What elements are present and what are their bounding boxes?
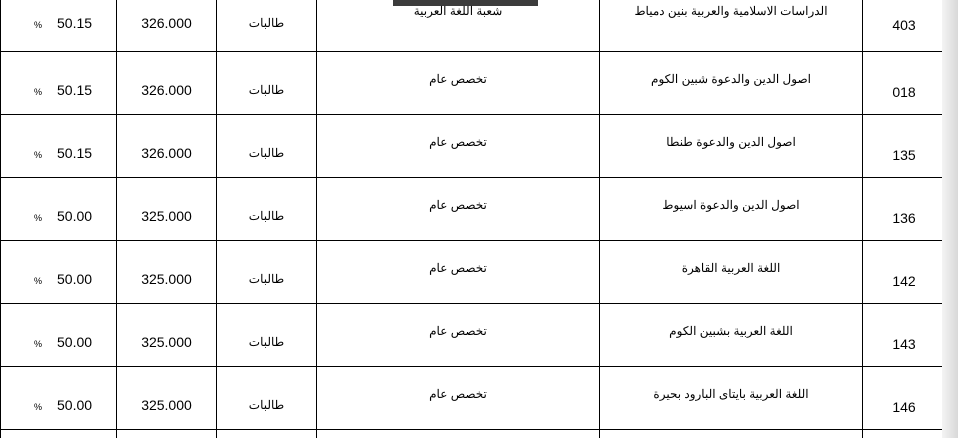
table-row xyxy=(1,304,946,367)
faculty-name: اللغة العربية بشبين الكوم xyxy=(669,324,793,338)
faculty-name: اصول الدين والدعوة طنطا xyxy=(666,135,796,149)
student-type: طالبات xyxy=(248,209,285,223)
faculty-name: اصول الدين والدعوة اسيوط xyxy=(662,198,800,212)
specialization-cell xyxy=(317,115,600,178)
code-cell xyxy=(863,0,946,52)
code-cell xyxy=(863,115,946,178)
specialization: تخصص عام xyxy=(429,387,487,401)
specialization: تخصص عام xyxy=(429,261,487,275)
student-type-cell xyxy=(217,0,317,52)
code-cell xyxy=(863,241,946,304)
percentage-value: 50.15 xyxy=(57,15,93,31)
faculty-code: 146 xyxy=(892,399,916,415)
percent-sign: % xyxy=(34,276,43,286)
specialization-cell xyxy=(317,0,600,52)
faculty-code: 403 xyxy=(892,17,916,33)
specialization-cell xyxy=(317,52,600,115)
window-edge xyxy=(942,0,958,438)
score-value: 325.000 xyxy=(141,271,192,287)
score-cell xyxy=(117,52,217,115)
specialization: تخصص عام xyxy=(429,135,487,149)
table-row xyxy=(1,115,946,178)
faculty-cell xyxy=(600,367,863,430)
percentage-cell xyxy=(1,52,117,115)
student-type-cell xyxy=(217,367,317,430)
score-value: 325.000 xyxy=(141,334,192,350)
score-value: 326.000 xyxy=(141,145,192,161)
percent-sign: % xyxy=(34,87,43,97)
specialization-cell xyxy=(317,241,600,304)
specialization-cell xyxy=(317,367,600,430)
faculty-cell xyxy=(600,0,863,52)
percentage-value: 50.00 xyxy=(57,397,93,413)
student-type-cell xyxy=(217,241,317,304)
code-cell xyxy=(863,52,946,115)
student-type-cell xyxy=(217,430,317,438)
student-type: طالبات xyxy=(248,83,285,97)
percentage-value: 50.00 xyxy=(57,334,93,350)
percentage-value: 50.00 xyxy=(57,208,93,224)
percentage-cell xyxy=(1,241,117,304)
percent-sign: % xyxy=(34,20,43,30)
code-cell xyxy=(863,430,946,438)
faculty-code: 018 xyxy=(892,84,916,100)
specialization: شعبة اللغة العربية xyxy=(413,4,503,18)
score-value: 325.000 xyxy=(141,397,192,413)
percentage-cell xyxy=(1,367,117,430)
percent-sign: % xyxy=(34,213,43,223)
faculty-cell xyxy=(600,115,863,178)
code-cell xyxy=(863,178,946,241)
score-cell xyxy=(117,367,217,430)
code-cell xyxy=(863,367,946,430)
faculty-cell xyxy=(600,241,863,304)
percentage-value: 50.00 xyxy=(57,271,93,287)
faculty-cell xyxy=(600,52,863,115)
faculty-name: اصول الدين والدعوة شبين الكوم xyxy=(651,72,811,86)
specialization: تخصص عام xyxy=(429,324,487,338)
specialization: تخصص عام xyxy=(429,198,487,212)
table-row xyxy=(1,178,946,241)
percentage-value: 50.15 xyxy=(57,82,93,98)
score-value: 325.000 xyxy=(141,208,192,224)
table-row xyxy=(1,0,946,52)
student-type: طالبات xyxy=(248,272,285,286)
faculty-cell xyxy=(600,430,863,438)
student-type-cell xyxy=(217,304,317,367)
table-row xyxy=(1,241,946,304)
student-type-cell xyxy=(217,178,317,241)
specialization-cell xyxy=(317,178,600,241)
faculty-name: اللغة العربية القاهرة xyxy=(681,261,781,275)
table-row xyxy=(1,430,946,438)
score-cell xyxy=(117,430,217,438)
faculty-name: الدراسات الاسلامية والعربية بنين دمياط xyxy=(634,4,828,18)
percent-sign: % xyxy=(34,150,43,160)
faculty-code: 142 xyxy=(892,273,916,289)
code-cell xyxy=(863,304,946,367)
faculty-name: اللغة العربية بايتاى البارود بحيرة xyxy=(653,387,809,401)
student-type-cell xyxy=(217,52,317,115)
table-row xyxy=(1,367,946,430)
score-cell xyxy=(117,115,217,178)
percentage-cell xyxy=(1,430,117,438)
percent-sign: % xyxy=(34,402,43,412)
score-cell xyxy=(117,304,217,367)
percentage-cell xyxy=(1,178,117,241)
score-value: 326.000 xyxy=(141,15,192,31)
specialization-cell xyxy=(317,430,600,438)
student-type: طالبات xyxy=(248,335,285,349)
specialization-cell xyxy=(317,304,600,367)
score-value: 326.000 xyxy=(141,82,192,98)
percent-sign: % xyxy=(34,339,43,349)
score-cell xyxy=(117,178,217,241)
student-type-cell xyxy=(217,115,317,178)
faculty-code: 136 xyxy=(892,210,916,226)
specialization: تخصص عام xyxy=(429,72,487,86)
score-cell xyxy=(117,241,217,304)
student-type: طالبات xyxy=(248,16,285,30)
percentage-cell xyxy=(1,304,117,367)
faculty-cell xyxy=(600,178,863,241)
percentage-value: 50.15 xyxy=(57,145,93,161)
faculty-code: 135 xyxy=(892,147,916,163)
student-type: طالبات xyxy=(248,398,285,412)
score-cell xyxy=(117,0,217,52)
percentage-cell xyxy=(1,0,117,52)
student-type: طالبات xyxy=(248,146,285,160)
faculty-cell xyxy=(600,304,863,367)
percentage-cell xyxy=(1,115,117,178)
table-row xyxy=(1,52,946,115)
faculty-code: 143 xyxy=(892,336,916,352)
